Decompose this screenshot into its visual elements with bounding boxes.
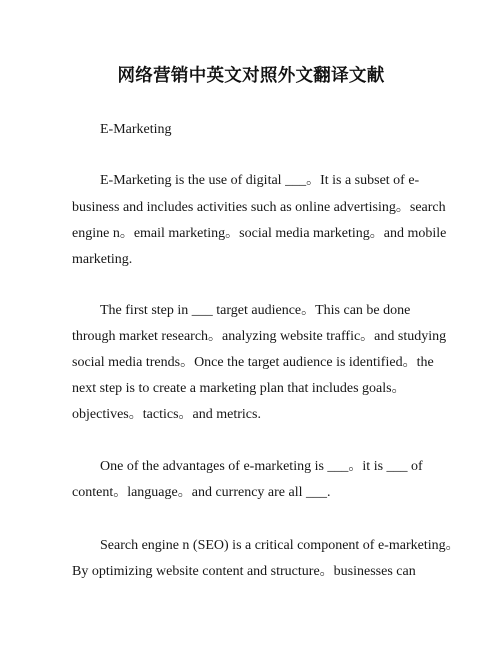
paragraph-2-line-1: The first step in ___ target audience。This can be done [100,303,411,318]
paragraph-2-line-3: social media trends。Once the target audience is identified。the [72,355,434,370]
paragraph-4-line-1: Search engine n (SEO) is a critical component of e-marketing。 [100,538,460,553]
paragraph-2-line-4: next step is to create a marketing plan that includes goals。 [72,381,406,396]
paragraph-1-line-4: marketing. [72,252,133,267]
paragraph-3-line-2: content。language。and currency are all ___. [72,485,331,500]
paragraph-3-line-1: One of the advantages of e-marketing is ___。it is ___ of [100,459,423,474]
paragraph-1-line-2: business and includes activities such as online advertising。search [72,200,446,215]
paragraph-1-line-1: E-Marketing is the use of digital ___。It is a subset of e- [100,173,420,188]
paragraph-4-line-2: By optimizing website content and structure。businesses can [72,564,416,579]
paragraph-1-line-3: engine n。email marketing。social media marketing。and mobile [72,226,447,241]
document-title: 网络营销中英文对照外文翻译文献 [117,66,385,86]
section-heading: E-Marketing [100,122,172,137]
paragraph-2-line-5: objectives。tactics。and metrics. [72,407,261,422]
paragraph-2-line-2: through market research。analyzing website traffic。and studying [72,329,447,344]
